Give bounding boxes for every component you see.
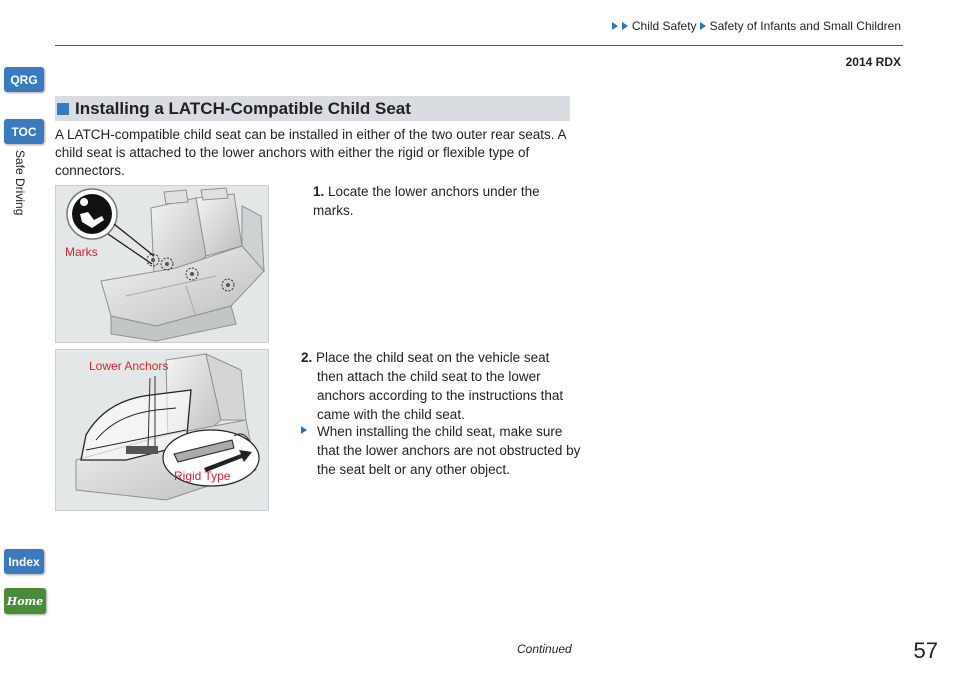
figure-lower-anchors <box>55 349 269 511</box>
step-2-note <box>301 422 587 479</box>
qrg-tab-button[interactable]: QRG <box>4 67 44 92</box>
breadcrumb <box>612 19 901 33</box>
rigid-type-callout: Rigid Type <box>174 469 231 483</box>
breadcrumb-arrow-icon <box>622 22 628 30</box>
step-1-number: 1. <box>313 184 325 199</box>
step-2 <box>301 348 571 424</box>
home-button[interactable] <box>4 588 46 614</box>
marks-callout: Marks <box>65 245 98 259</box>
step-1 <box>313 182 583 220</box>
heading-square-icon <box>57 103 69 115</box>
model-name: 2014 RDX <box>845 55 901 69</box>
header-rule <box>55 45 903 46</box>
breadcrumb-arrow-icon <box>612 22 618 30</box>
figure-seat-marks <box>55 185 269 343</box>
step-2-number: 2. <box>301 350 313 365</box>
continued-label: Continued <box>517 642 572 656</box>
seat-marks-illustration <box>56 186 269 343</box>
heading-text: Installing a LATCH-Compatible Child Seat <box>75 98 411 118</box>
home-label: Home <box>6 594 44 608</box>
toc-tab-button[interactable]: TOC <box>4 119 44 144</box>
breadcrumb-item-child-safety[interactable]: Child Safety <box>631 19 697 33</box>
breadcrumb-item-safety-infants[interactable]: Safety of Infants and Small Children <box>709 19 901 33</box>
page-number: 57 <box>913 638 938 663</box>
note-text: When installing the child seat, make sure that the lower anchors are not obstructed by the seat belt or any other object. <box>317 424 581 477</box>
breadcrumb-arrow-icon <box>700 22 706 30</box>
section-label: Safe Driving <box>13 150 27 216</box>
intro-paragraph: A LATCH-compatible child seat can be installed in either of the two outer rear seats. A child seat is attached to the lower anchors with either the rigid or flexible type of connectors. <box>55 127 566 178</box>
lower-anchors-illustration <box>56 350 269 511</box>
section-heading <box>55 96 570 121</box>
step-2-text: Place the child seat on the vehicle seat then attach the child seat to the lower anchors according to the instructions that came with the child seat. <box>316 350 564 422</box>
index-tab-button[interactable]: Index <box>4 549 44 574</box>
step-1-text: Locate the lower anchors under the marks. <box>313 184 540 218</box>
lower-anchors-callout: Lower Anchors <box>89 359 169 373</box>
note-arrow-icon <box>301 426 307 434</box>
